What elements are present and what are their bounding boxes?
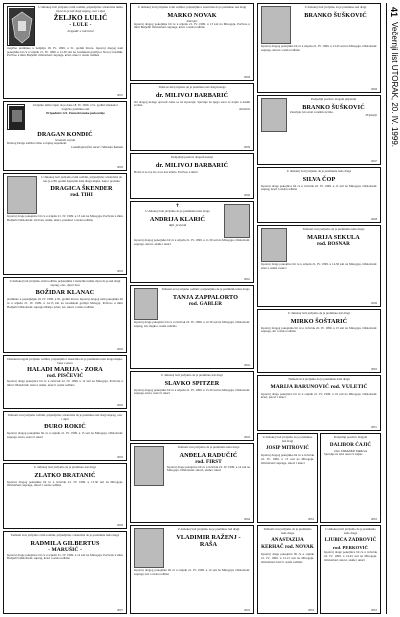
notice-signature: Lokalbuprarfski sarač i Mizusko Kabala xyxy=(71,144,123,149)
notice-reference: 19846 xyxy=(370,88,377,91)
notice-reference: 19852 xyxy=(307,518,314,521)
notice-reference: 19843 xyxy=(243,436,250,439)
notice-intro: Tužnom srcu javljamo da je preminula naša draga xyxy=(288,377,350,381)
notice-intro: U dubokoj boli javljamo da je preminuo naš dragi xyxy=(304,5,367,9)
deceased-name: LJUBICA ZADROVIĆ xyxy=(324,538,377,544)
obituary-notice xyxy=(3,277,127,353)
deceased-name: dr. MILIVOJ BARBARIĆ xyxy=(155,91,229,99)
notice-reference: 19848 xyxy=(370,218,377,221)
notice-intro: Tužnom srcu javljamo rodbini, prijateljima i znancima da je preminuo naš dragi suprug, otac i djed xyxy=(7,413,123,421)
obituary-notice xyxy=(130,83,254,151)
deceased-name: SLAVKO SPITZER xyxy=(164,379,220,387)
notice-reference: 19850 xyxy=(370,368,377,371)
deceased-maiden-name: rod. GABLER xyxy=(188,300,223,307)
obituary-notice xyxy=(130,201,254,283)
obituary-notice xyxy=(257,225,381,307)
notice-body: Sjećanje na tebe ostat će trajno. xyxy=(324,451,363,456)
deceased-name: RADMILA GILBERTUS xyxy=(30,539,100,547)
obituary-notice xyxy=(3,3,127,99)
notice-body: Ispraćaj drage pokojnice bit će u srijedu 21. IV. 1999. u 12.15 sati na Mirogoju. Ožalošćeni: kćeri i ostala rodbina xyxy=(261,552,314,564)
deceased-name: DRAGICA ŠKENDER xyxy=(50,185,113,193)
deceased-name: ANDRIJA KLARIĆ xyxy=(149,215,206,223)
notice-body: preminuo u ponedjeljak 19. IV. 1999. u 81. godini života. Ispraćaj dragog nam pokojnika bit će u srijedu 21. IV. 1999. u 14.15 sati na Gradskom groblju Mirogoj. Počivao u miru Božjem! Ožalošćeni: supruga Marija, kćeri, zet, unuci i ostala rodbina xyxy=(7,297,123,309)
notice-reference: 19830 xyxy=(116,166,123,169)
notice-intro: U dubokoj boli javljamo da je preminuo naš dragi xyxy=(262,435,313,443)
deceased-title: inženjer xyxy=(186,18,198,23)
obituary-notice xyxy=(3,101,127,171)
notice-reference: 19842 xyxy=(243,364,250,367)
obituary-notice xyxy=(257,375,381,431)
notice-body: Ispraćaj drage pokojnice bit će u četvrtak 22. IV. 1999. u 11 sati na Mirogoju. Ožalošćeni: suprug, kćeri i ostala rodbina xyxy=(261,183,377,192)
notice-intro: Tužnom srcu javljamo svim rodbini, prijateljima i znancima da je preminula naša draga xyxy=(10,533,120,537)
notice-body: Ispraćaj dragog pokojnika bit će u četvrtak 22. IV. 1999. u 15 sati na Mirogoju. Ožalošćeni: supruga, sin i ostala rodbina xyxy=(261,325,377,334)
obituary-notice xyxy=(3,355,127,409)
notice-intro: U dubokoj boli javljamo da je preminuo naš dragi xyxy=(177,527,240,531)
notice-body: Dobrog Dragu zadržat ćemo u trajnoj uspomeni. xyxy=(7,141,67,145)
cross-icon: ✝ xyxy=(175,204,180,209)
notice-body: tragično preminuo u nedjelju 18. IV. 1999. u 51. godini života. Ispraćaj dragog nam pokojnika bit će u srijedu 21. IV. 1999. u 12.30 sati na Gradskom groblju u Novoj Gradiški. Počivao u miru Božjem! Ožalošćeni: supruga, kćeri, unuci i ostala rodbina xyxy=(7,46,123,58)
notice-body: Ispraćaj drage pokojnice bit će u četvrtak 22. IV. 1999. u 12 sati na Mirogoju. Počivala u miru! Ožalošćeni: sinovi, snahe, unuci i ostala rodbina xyxy=(7,379,123,387)
deceased-title: hrvatski vojnik xyxy=(54,138,76,142)
notice-reference: 19849 xyxy=(370,302,377,305)
notice-body: Ispraćaj dragog pokojnika bit će u srijedu 21. IV. 1999. u 15.30 sati na Mirogoju. Ožalošćeni: supruga, kćeri, zetovi i unuci xyxy=(134,387,250,396)
deceased-name: ZLATKO BRATANIĆ xyxy=(34,471,96,479)
notice-body: Ispraćaj drage pokojnice bit će u četvrtak 22. IV. 1999. u 14.45 sati na Mirogoju. Ožalošćeni: sinovi, snahe i unuci xyxy=(324,550,377,562)
deceased-name: TANJA ZAPPALORTO xyxy=(172,293,239,301)
deceased-name: MARIJA BARUNOVIĆ rod. VULETIĆ xyxy=(270,383,368,390)
notice-body: Ispraćaj dragog pokojnika bit će u srijedu 21. IV. 1999. u 13 sati na Mirogoju. Počivao u miru Božjem! Ožalošćeni: supruga, kćeri i ostala rodbina xyxy=(134,21,250,30)
deceased-name: ANĐELA RADUČIĆ xyxy=(179,451,238,459)
obituary-notice xyxy=(3,411,127,461)
notice-intro: Dubokom tugom javljamo rodbini, prijateljima i znancima da je preminula naša draga majka, baka i sestra xyxy=(7,357,123,365)
notice-reference: 19831 xyxy=(116,94,123,97)
obituary-notice xyxy=(257,433,318,523)
portrait-photo xyxy=(261,6,291,44)
obituary-notice xyxy=(130,153,254,199)
notice-intro: U dubokoj boli javljamo da je preminuo naš dragi xyxy=(161,373,223,377)
obituary-notice xyxy=(257,309,381,373)
notice-body: Ispraćaj dragog pokojnika bit će u četvrtak 22. IV. 1999. u 13 sati na Mirogoju. Ožalošćeni: supruga, sinovi i unuci xyxy=(261,453,314,465)
obituary-notice xyxy=(257,167,381,223)
notice-reference: 19833 xyxy=(116,348,123,351)
notice-body: Ispraćaj drage pokojnice bit će u četvrtak 22. IV. 1999. u 12.30 sati na Mirogoju. Ožalošćeni: suprug, sin, majka i ostala rodbina xyxy=(134,320,250,328)
deceased-nickname: - MARUŠIĆ - xyxy=(48,546,82,553)
notice-body: Ispraćaj dragog pokojnika bit će u srijedu 21. IV. 1999. u 15 sati na Mirogoju. Ožalošćeni: supruga, kćeri, zetovi i unuci xyxy=(7,431,123,439)
notice-reference: 19841 xyxy=(243,278,250,281)
deceased-name: VLADIMIR RAŽENJ - RAŠA xyxy=(176,533,241,548)
notice-reference: 19847 xyxy=(370,160,377,163)
notice-intro: Posljednji pozdrav dragom xyxy=(333,435,368,439)
obituary-notice xyxy=(130,443,254,523)
masthead-text xyxy=(388,7,400,147)
deceased-name: BRANKO ŠUŠKOVIĆ xyxy=(304,11,367,19)
obituary-notice xyxy=(130,3,254,81)
notice-body: Zauvijek ćeš ostati u našim srcima. xyxy=(290,109,334,114)
deceased-nickname: - LULE - xyxy=(69,22,92,29)
notice-reference: 19839 xyxy=(243,146,250,149)
notice-body: Ispraćaj dragog pokojnika bit će u četvrtak 22. IV. 1999. u 13.30 sati na Mirogoju. Ožalošćeni: supruga, sinovi i ostala rodbina xyxy=(7,479,123,488)
unit-emblem-icon xyxy=(7,104,25,130)
notice-intro: Posljednji pozdrav dragom kolegi xyxy=(171,155,213,159)
deceased-name: DALIBOR ĆAJIĆ xyxy=(329,442,372,448)
notice-intro: U dubokoj boli javljamo da je preminuo naš dragi xyxy=(288,311,350,315)
deceased-maiden-name: rod. TIHI xyxy=(70,192,93,199)
notice-intro: Tužni srcem javljamo da je preminuo naš dragi kolega xyxy=(158,85,226,89)
obituary-notice xyxy=(130,285,254,369)
notice-body: Ispraćaj drage pokojnice bit će u srijedu 21. IV. 1999. u 14 sati na Mirogoju. Počivala u miru Božjem! Ožalošćeni: suprug, kćeri i ostala rodbina xyxy=(7,552,123,561)
notice-intro: Tužnom srcu javljamo da je preminula naša draga xyxy=(302,227,365,231)
notice-reference: 19834 xyxy=(116,404,123,407)
obituary-page xyxy=(3,3,399,614)
notice-signature: Kolektiv xyxy=(239,106,250,111)
portrait-photo xyxy=(261,228,287,262)
notice-signature: Prijatelji xyxy=(365,113,377,118)
portrait-photo xyxy=(7,176,37,214)
notice-body: Ispraćaj dragog pokojnika bit će u srijedu 21. IV. 1999. u 11.30 sati na Mirogoju. Ožalošćeni: supruga, sinovi, snahe i unuci xyxy=(134,238,250,246)
obituary-notice xyxy=(130,525,254,614)
notice-reference: 19855 xyxy=(370,609,377,612)
deceased-title: brigadir u mirovini xyxy=(67,29,94,34)
notice-intro: U dubokoj boli javljamo da je preminula naša draga xyxy=(286,169,352,173)
deceased-name: HALADI MARIJA - ZORA xyxy=(27,366,103,374)
notice-body: Ispraćaj drage pokojnice bit će u srijedu 21. IV. 1999. u 16 sati na Mirogoju. Ožalošćeni: kćeri, zetovi i unuci xyxy=(261,391,377,400)
notice-intro: Tužnom srcu javljamo da je preminula naša draga xyxy=(263,527,312,535)
deceased-name: BRANKO ŠUŠKOVIĆ xyxy=(302,103,365,111)
deceased-name: JOSIP MITROVIĆ xyxy=(265,446,310,452)
deceased-name: ANASTAZIJA KERHAČ rod. NOVAK xyxy=(261,538,314,551)
obituary-notice xyxy=(257,3,381,93)
page-masthead xyxy=(386,3,400,614)
notice-reference: 19837 xyxy=(116,609,123,612)
page-number: 41 xyxy=(389,7,399,18)
deceased-maiden-name: rod. PISČEVIĆ xyxy=(46,373,84,380)
obituary-notice xyxy=(257,525,318,614)
notice-reference: 19845 xyxy=(243,609,250,612)
obituary-notice xyxy=(320,433,381,523)
notice-intro: Javljamo tužnu vijest da je dana 18. IV. 1999. u 51. godini iznenada i tragično preminuo naš xyxy=(32,103,119,111)
portrait-photo xyxy=(134,528,164,568)
military-emblem-icon xyxy=(7,6,35,46)
notice-body: Ispraćaj drage pokojnice bit će u srijedu 21. IV. 1999. u 13 sati na Mirogoju. Počivala u miru Božjem! Ožalošćeni: sin Ivan, snaha, unuci, praunuci i ostala rodbina xyxy=(7,214,123,222)
obituary-notice xyxy=(320,525,381,614)
portrait-photo xyxy=(134,446,164,486)
deceased-maiden-name: rod. BOSNAR xyxy=(317,240,350,247)
organization-name: Pripadnici 121. Domobranske pukovnije xyxy=(46,111,105,116)
notice-intro: U dubokoj boli javljamo svim rodbini, prijateljima i znancima tužnu vijest da je naš dragi suprug, otac i djed xyxy=(38,5,123,13)
notice-reference: 19832 xyxy=(116,270,123,273)
notice-body: Ispraćaj drage pokojnice bit će u četvrtak 22. IV. 1999. u 14 sati na Mirogoju. Ožalošćeni: sinovi, snahe i unuci xyxy=(167,464,250,473)
portrait-photo xyxy=(261,98,287,132)
deceased-title: član STRANKE DRAGA xyxy=(334,448,367,453)
notice-body: Ispraćaj dragog pokojnika bit će u srijedu 21. IV. 1999. u 12 sati na Mirogoju. Ožalošćeni: supruga, kći i ostala rodbina xyxy=(134,568,250,576)
notice-body: Ispraćaj dragog pokojnika bit će u srijedu 21. IV. 1999. u 13.45 sati na Mirogoju. Ožalošćeni: supruga, sinovi i ostala rodbina xyxy=(261,44,377,52)
notice-body: Od dragog kolege oprostit ćemo se na ispraćaju. Sjećanje na njega ostat će trajno u našim srcima. xyxy=(134,99,250,108)
notice-reference: 19853 xyxy=(370,518,377,521)
notice-body: Hvala ti za sve što si za nas učinio. Počivao u miru! xyxy=(134,169,198,174)
deceased-title: dipl. pravnik xyxy=(168,222,187,227)
date-line: Večernji list UTORAK, 20. IV. 1999. xyxy=(390,22,399,147)
notice-intro: U dubokoj boli javljamo da je preminula naša draga xyxy=(145,209,210,213)
notice-intro: Tužnom srcu javljamo rodbini i prijateljima da je preminula naša draga xyxy=(161,287,250,291)
obituary-notice xyxy=(3,463,127,529)
notice-reference: 19838 xyxy=(243,76,250,79)
notice-reference: 19844 xyxy=(243,518,250,521)
notice-intro: Posljednji pozdrav dragom prijatelju xyxy=(310,97,357,101)
notice-reference: 19840 xyxy=(243,194,250,197)
notice-reference: 19836 xyxy=(116,524,123,527)
notice-intro: U dubokoj boli javljamo svim rodbini, prijateljima i znancima tužnu vijest da je naš dragi suprug, otac, djed i brat xyxy=(9,279,121,287)
notice-body: Ispraćaj drage pokojnice bit će u srijedu 21. IV. 1999. u 14.30 sati na Mirogoju. Ožalošćeni: sinovi, snahe i unuci xyxy=(261,262,377,270)
deceased-name: SILVA ČOP xyxy=(302,175,336,183)
notice-intro: U dubokoj boli javljamo da je preminuo naš dragi xyxy=(34,465,96,469)
deceased-name: ŽELJKO LULIĆ xyxy=(53,14,108,23)
deceased-name: MIRKO ŠOŠTARIĆ xyxy=(290,317,348,325)
deceased-maiden-name: rod. PERKOVIĆ xyxy=(332,545,369,551)
notice-intro: U dubokoj boli javljamo da je preminula naša draga xyxy=(325,527,376,535)
notice-reference: 19851 xyxy=(370,426,377,429)
portrait-photo xyxy=(134,288,158,320)
deceased-name: ĐURO ROKIĆ xyxy=(44,423,86,431)
deceased-maiden-name: rod. FIRST xyxy=(195,458,222,465)
deceased-name: MARIJA SEKULA xyxy=(307,233,360,241)
obituary-notice xyxy=(130,371,254,441)
deceased-name: DRAGAN KONDIĆ xyxy=(37,131,93,138)
portrait-photo xyxy=(224,204,250,238)
notice-reference: 19854 xyxy=(307,609,314,612)
notice-intro: Tužnom srcu javljamo da je preminula naša draga xyxy=(177,445,240,449)
deceased-name: MARKO NOVAK xyxy=(167,11,217,19)
obituary-notice xyxy=(257,95,381,165)
notice-reference: 19835 xyxy=(116,456,123,459)
obituary-notice xyxy=(3,173,127,275)
notice-intro: U dubokoj boli javljamo svim rodbini, prijateljima i znancima da je preminuo naš dragi xyxy=(137,5,247,9)
deceased-name: dr. MILIVOJ BARBARIĆ xyxy=(155,161,229,169)
deceased-name: BOŽIDAR KLANAC xyxy=(35,289,95,297)
notice-intro: U dubokoj boli javljamo svim rodbini, prijateljima i znancima da nas je u 80. godini napustila naša draga majka, baka i prabaka xyxy=(41,175,122,183)
obituary-notice xyxy=(3,531,127,614)
